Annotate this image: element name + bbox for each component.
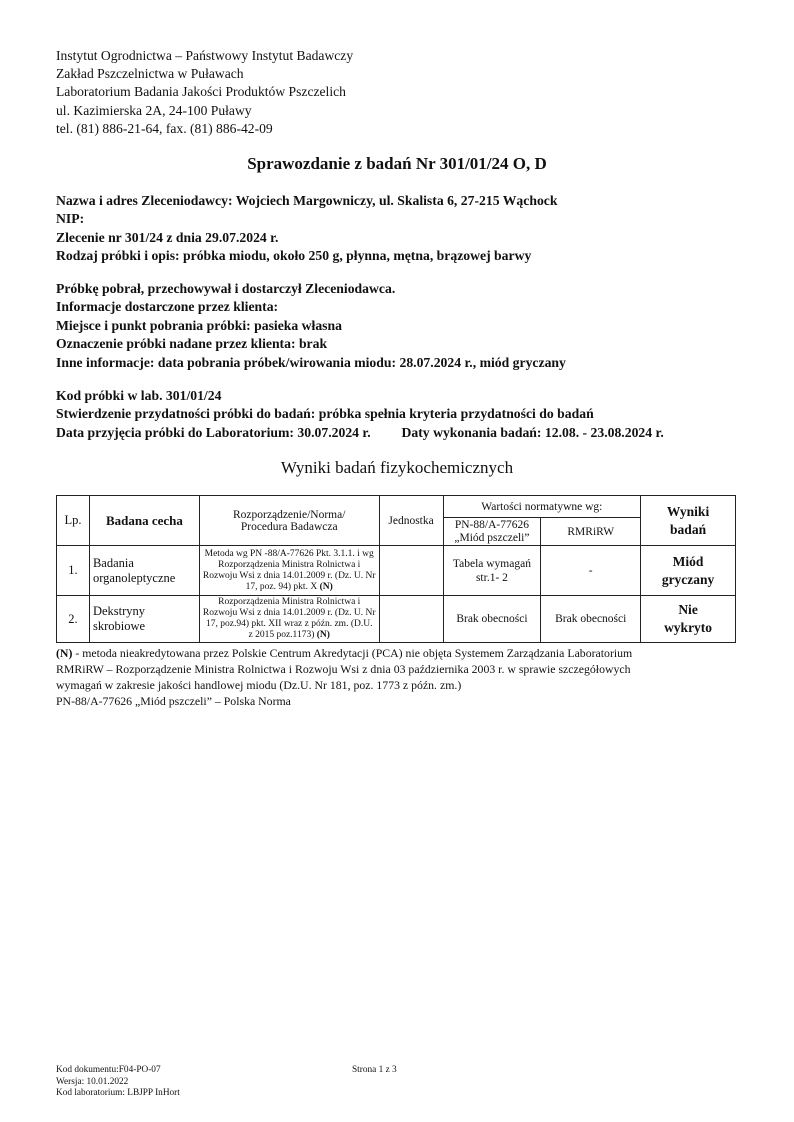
header-method-line1: Rozporządzenie/Norma/ <box>233 508 346 521</box>
table-row <box>57 596 736 643</box>
header-address: ul. Kazimierska 2A, 24-100 Puławy <box>56 102 252 118</box>
document-footer <box>56 1065 180 1100</box>
note-rmririw-line1: RMRiRW – Rozporządzenie Ministra Rolnictwa i Rozwoju Wsi z dnia 03 października 2003 r. w sprawie szczegółowych <box>56 662 631 676</box>
row2-feature-line2: skrobiowe <box>92 619 146 633</box>
header-results-line2: badań <box>670 521 707 537</box>
header-method-line2: Procedura Badawcza <box>240 520 338 533</box>
row2-feature-line1: Dekstryny <box>92 604 146 618</box>
header-pn-line2: „Miód pszczeli” <box>454 531 530 544</box>
row1-pn <box>443 546 541 596</box>
header-laboratory: Laboratorium Badania Jakości Produktów Pszczelich <box>56 84 346 100</box>
row1-method-text: Metoda wg PN -88/A-77626 Pkt. 3.1.1. i wg Rozporządzenia Ministra Rolnictwa i Rozwoju Wsi z dnia 14.01.2009 r. (Dz. U. Nr 17, poz. 94) pkt. X <box>202 548 376 592</box>
row2-result-line1: Nie <box>678 602 698 617</box>
client-nip: NIP: <box>56 211 85 227</box>
sample-label: Oznaczenie próbki nadane przez klienta: brak <box>56 336 328 352</box>
footer-doc-code: Kod dokumentu:F04-PO-07 <box>56 1065 161 1075</box>
report-title: Sprawozdanie z badań Nr 301/01/24 O, D <box>247 154 547 173</box>
row1-method-mark: (N) <box>319 581 333 592</box>
row1-lp: 1. <box>57 546 90 596</box>
footer-version: Wersja: 10.01.2022 <box>56 1076 129 1087</box>
sampling-place: Miejsce i punkt pobrania próbki: pasieka własna <box>56 317 342 333</box>
row1-pn-line1: Tabela wymagań <box>452 557 531 570</box>
row2-rmririw: Brak obecności <box>541 596 641 643</box>
results-table <box>56 495 736 643</box>
note-n-mark: (N) <box>56 646 73 660</box>
row2-result-line2: wykryto <box>664 620 713 635</box>
header-phone: tel. (81) 886-21-64, fax. (81) 886-42-09 <box>56 120 273 136</box>
dates-row <box>56 424 664 442</box>
row2-feature <box>89 596 199 643</box>
test-dates: Daty wykonania badań: 12.08. - 23.08.2024 r. <box>401 424 664 440</box>
header-method <box>199 496 379 546</box>
header-pn <box>443 518 541 546</box>
row2-result <box>641 596 736 643</box>
row2-pn: Brak obecności <box>443 596 541 643</box>
lab-header <box>56 47 353 138</box>
row1-result-line2: gryczany <box>661 571 715 587</box>
row1-feature-line2: organoleptyczne <box>92 570 176 585</box>
footer-lab-code: Kod laboratorium: LBJPP InHort <box>56 1088 180 1098</box>
header-rmririw: RMRiRW <box>541 518 641 546</box>
row2-unit <box>379 596 443 643</box>
header-normative: Wartości normatywne wg: <box>443 496 641 518</box>
header-results <box>641 496 736 546</box>
row1-result-line1: Miód <box>672 553 704 569</box>
row2-method-mark: (N) <box>316 630 330 640</box>
row2-lp: 2. <box>57 596 90 643</box>
header-pn-line1: PN-88/A-77626 <box>454 518 529 531</box>
row1-unit <box>379 546 443 596</box>
sample-type: Rodzaj próbki i opis: próbka miodu, około 250 g, płynna, mętna, brązowej barwy <box>56 248 532 264</box>
sample-collected: Próbkę pobrał, przechowywał i dostarczył Zleceniodawca. <box>56 281 396 296</box>
row2-method <box>199 596 379 643</box>
row1-feature <box>89 546 199 596</box>
results-title: Wyniki badań fizykochemicznych <box>280 458 514 477</box>
lab-block <box>56 387 664 442</box>
client-block <box>56 192 557 266</box>
row2-method-text: Rozporządzenia Ministra Rolnictwa i Rozwoju Wsi z dnia 14.01.2009 r. (Dz. U. Nr 17, poz.94) pkt. XII wraz z późn. zm. (D.U. z 2015 poz.1173) <box>202 597 376 640</box>
lab-sample-code: Kod próbki w lab. 301/01/24 <box>56 388 222 403</box>
row1-result <box>641 546 736 596</box>
other-info: Inne informacje: data pobrania próbek/wirowania miodu: 28.07.2024 r., miód gryczany <box>56 354 566 370</box>
table-row <box>57 546 736 596</box>
header-department: Zakład Pszczelnictwa w Puławach <box>56 66 244 82</box>
client-info-header: Informacje dostarczone przez klienta: <box>56 299 279 315</box>
client-name-address: Nazwa i adres Zleceniodawcy: Wojciech Margowniczy, ul. Skalista 6, 27-215 Wąchock <box>56 193 558 208</box>
sampling-block <box>56 280 566 372</box>
note-n <box>56 645 632 661</box>
header-lp: Lp. <box>57 496 90 546</box>
footnotes <box>56 645 632 709</box>
header-feature: Badana cecha <box>89 496 199 546</box>
header-institute: Instytut Ogrodnictwa – Państwowy Instytut Badawczy <box>56 48 354 63</box>
row1-method <box>199 546 379 596</box>
note-rmririw-line2: wymagań w zakresie jakości handlowej miodu (Dz.U. Nr 181, poz. 1773 z późn. zm.) <box>56 678 462 692</box>
row1-pn-line2: str.1- 2 <box>475 571 508 584</box>
row1-feature-line1: Badania <box>92 555 134 570</box>
received-date: Data przyjęcia próbki do Laboratorium: 30.07.2024 r. <box>56 424 371 440</box>
note-pn: PN-88/A-77626 „Miód pszczeli” – Polska Norma <box>56 694 291 708</box>
sample-suitability: Stwierdzenie przydatności próbki do badań: próbka spełnia kryteria przydatności do badań <box>56 406 594 422</box>
row1-rmririw: - <box>541 546 641 596</box>
note-n-text: - metoda nieakredytowana przez Polskie Centrum Akredytacji (PCA) nie objęta Systemem Zarządzania Laboratorium <box>72 646 633 660</box>
page-number: Strona 1 z 3 <box>352 1065 397 1075</box>
header-unit: Jednostka <box>379 496 443 546</box>
header-results-line1: Wyniki <box>666 503 710 519</box>
table-header-row <box>57 496 736 518</box>
order-number: Zlecenie nr 301/24 z dnia 29.07.2024 r. <box>56 229 279 245</box>
